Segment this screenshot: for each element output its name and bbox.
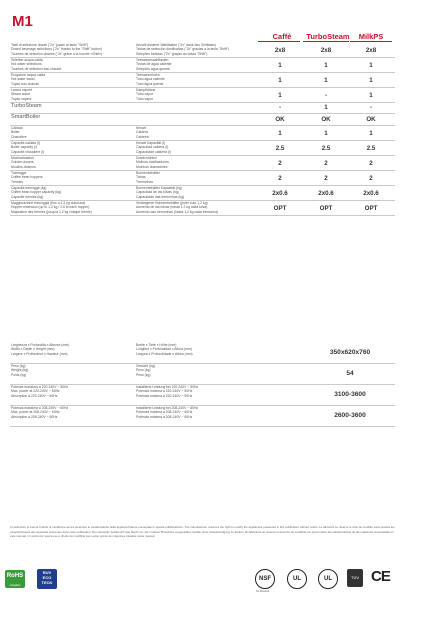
label-line: Teewasserwahltasten <box>136 58 169 62</box>
table-row <box>10 88 395 103</box>
label-line: Dampfhähne <box>136 88 156 92</box>
row-label <box>11 126 27 139</box>
dimensions-table <box>10 343 395 427</box>
column-underline <box>303 41 349 42</box>
row-label: SmartBoiler <box>11 114 41 120</box>
label-line: Moinhos doseadores <box>136 164 168 169</box>
row-label <box>11 186 61 199</box>
row-label-alt <box>136 88 155 101</box>
dimension-row <box>10 385 395 406</box>
row-label <box>11 385 68 398</box>
cell-value: 1 <box>278 62 282 69</box>
row-label <box>11 364 28 377</box>
rohs-sub-label: compliant <box>9 584 21 587</box>
label-line: Tasti di selezione dosati ("2x" grazie al tasto "Shift") <box>11 43 89 47</box>
label-line: Aumento de las tolvas (hasta 1,2 kg cada tolva) <box>136 205 208 210</box>
dimension-value: 54 <box>346 370 354 377</box>
label-line: Caldaia <box>11 126 23 130</box>
label-line: Teewasserhahn <box>136 73 160 77</box>
label-line: Larghezza x Profondità x Altezza (mm) <box>11 343 70 347</box>
label-line: Tubo vapor <box>136 92 154 97</box>
cell-value: 2.5 <box>366 145 376 152</box>
label-line: Capacidade caldeira (l) <box>136 149 171 154</box>
label-line: Caldera <box>136 130 148 135</box>
label-line: Capacité chaudière (l) <box>11 149 45 154</box>
nsf-sub-label: On-Demand <box>256 590 270 593</box>
label-line: Tuyau vapeur <box>11 96 32 101</box>
cell-value: 2x0.6 <box>363 190 379 197</box>
cell-value: OK <box>321 116 331 123</box>
label-line: Tolvas <box>136 175 146 180</box>
label-line: Longitud x Profundidad x Altura (mm) <box>136 347 192 352</box>
label-line: Bohnenbehälter <box>136 171 160 175</box>
row-label <box>11 58 61 71</box>
row-label-alt <box>136 385 198 398</box>
ul-logo: UL <box>287 569 307 589</box>
cell-value: 2x8 <box>365 47 377 54</box>
dimension-value: 350x620x760 <box>329 349 371 356</box>
cell-value: 1 <box>278 92 282 99</box>
table-row <box>10 156 395 171</box>
table-row <box>10 43 395 58</box>
table-row <box>10 126 395 141</box>
column-header-milkps: MilkPS <box>358 32 384 41</box>
cell-value: 1 <box>369 62 373 69</box>
row-label-alt <box>136 364 155 377</box>
cell-value: 2 <box>278 175 282 182</box>
label-line: Tremonhas <box>136 179 154 184</box>
label-line: Chaudière <box>11 134 27 139</box>
cell-value: 1 <box>278 77 282 84</box>
ruv-line: RUV <box>42 570 52 575</box>
label-line: Touches de sélection eau chaude <box>11 66 62 71</box>
label-line: Potência máxima a 220-240V ~ 50Hz <box>136 393 193 398</box>
rohs-label: RoHS <box>6 573 24 579</box>
cell-value: 2 <box>324 175 328 182</box>
ce-mark: CE <box>371 568 390 585</box>
label-line: Width x Depth x Height (mm) <box>11 347 55 352</box>
label-line: Tramogge <box>11 171 27 175</box>
label-line: Lancia vapore <box>11 88 33 92</box>
cell-value: 1 <box>324 77 328 84</box>
label-line: Installierte Leistung bei 220-240V ~ 50Hz <box>136 385 199 389</box>
cell-value: OK <box>366 116 376 123</box>
cell-value: - <box>324 92 328 99</box>
cell-value: - <box>278 104 282 111</box>
ul-logo: UL <box>318 569 338 589</box>
row-label-alt <box>136 406 198 419</box>
label-line: Teclas de agua caliente <box>136 62 172 67</box>
label-line: Tubo agua caliente <box>136 77 165 82</box>
label-line: Capacità tramogge (kg) <box>11 186 47 190</box>
row-label-alt <box>136 156 169 169</box>
label-line: Breite x Tiefe x Höhe (mm) <box>136 343 177 347</box>
column-underline <box>258 41 300 42</box>
cell-value: 2x8 <box>274 47 286 54</box>
cell-value: 2x0.6 <box>318 190 334 197</box>
label-line: Capacidade das tremonhas (kg) <box>136 194 185 199</box>
label-line: Hot water selections <box>11 62 42 67</box>
cell-value: - <box>369 104 373 111</box>
cell-value: 2 <box>278 160 282 167</box>
cell-value: 1 <box>324 130 328 137</box>
page-title: M1 <box>12 13 33 30</box>
ruv-eco-teck-logo <box>37 569 57 589</box>
table-row <box>10 141 395 156</box>
label-line: Anzahl dosierte Wahltasten ("2x" dank des Shifttasts) <box>136 43 216 47</box>
ruv-line: TECK <box>41 580 53 585</box>
row-label-alt <box>136 126 149 139</box>
label-line: Kessel <box>136 126 147 130</box>
row-label <box>11 406 68 419</box>
label-line: Weight (kg) <box>11 368 29 373</box>
table-row <box>10 201 395 216</box>
label-line: Coffee bean hoppers <box>11 175 43 180</box>
cell-value: OPT <box>364 205 378 212</box>
label-line: Dosed beverage selections ("2x" thanks to the "Shift" button) <box>11 47 102 52</box>
label-line: Absorption à 220-240V ~ 50Hz <box>11 393 58 398</box>
label-line: Max. power at 208-240V ~ 60Hz <box>11 410 60 415</box>
label-line: Macinadosatori <box>11 156 34 160</box>
spec-table <box>10 43 395 216</box>
cell-value: 1 <box>369 130 373 137</box>
label-line: Potencia máxima a 220-240V ~ 50Hz <box>136 389 193 394</box>
row-label <box>11 88 32 101</box>
row-label <box>11 156 36 169</box>
disclaimer-text: Il costruttore si riserva il diritto di modificare senza preavviso le caratteristiche delle apparecchiature presentate in questa pubblicazione. The manufacturer reserves the right to modify the appliances presented in this publication without notice. Le fabricant se réserve le droit de modifier sans préavis les caractéristiques des appareils présentés dans cette publication. Der Hersteller behält sich das Recht vor, die in dieser Broschüre vorgestellten Geräte ohne Vorankündigung zu ändern. El fabricante se reserva el derecho de modificar sin previo aviso las características de las máquinas presentadas en este manual. O construtor reserva-se o direito de modificar sem aviso prévio as máquinas tratadas neste manual. <box>10 525 395 538</box>
label-line: Erogatore acqua calda <box>11 73 46 77</box>
label-line: Potencia máxima a 208-240V ~ 60Hz <box>136 410 193 415</box>
table-row <box>10 103 395 114</box>
dimension-value: 2600-3600 <box>334 412 366 419</box>
cell-value: 1 <box>278 130 282 137</box>
label-line: Capacidad caldera (l) <box>136 145 169 150</box>
column-header-caffe: Caffè <box>272 32 292 41</box>
cell-value: 1 <box>324 104 328 111</box>
table-row <box>10 73 395 88</box>
label-line: Dosiermühlen <box>136 156 157 160</box>
label-line: Largeur x Profondeur x Hauteur (mm) <box>11 351 68 356</box>
row-label-alt <box>136 43 229 56</box>
cell-value: 1 <box>324 62 328 69</box>
row-label-alt <box>136 171 160 184</box>
cell-value: 2.5 <box>275 145 285 152</box>
label-line: Molinos-dosificadores <box>136 160 169 165</box>
label-line: Majoration des trémies (jusqu'à 1,2 kg chaque trémie) <box>11 209 92 214</box>
label-line: Trémies <box>11 179 24 184</box>
tuv-logo: TÜV <box>347 569 363 587</box>
label-line: Maggiorazione tramoggia (fino a 1,2 kg ciascuna) <box>11 201 86 205</box>
row-label-alt <box>136 141 171 154</box>
label-line: Touches de sélection dosées ("2x" grâce à la touche «Shift») <box>11 51 103 56</box>
label-line: Seleções água quente <box>136 66 170 71</box>
row-label <box>11 171 43 184</box>
label-line: Aumento das tremonhas (hasta 1,2 kg cada tremonha) <box>136 209 219 214</box>
label-line: Peso (kg) <box>136 368 151 373</box>
label-line: Hopper extension (up to 1.2 kg / 2.6 lb each hopper) <box>11 205 90 210</box>
label-line: Capacidad de las tolvas (kg) <box>136 190 179 195</box>
label-line: Moulins-doseurs <box>11 164 36 169</box>
table-row <box>10 171 395 186</box>
row-label <box>11 43 102 56</box>
table-row <box>10 186 395 201</box>
row-label <box>11 73 45 86</box>
row-label <box>11 343 69 356</box>
row-label-alt <box>136 343 193 356</box>
column-header-turbosteam: TurboSteam <box>306 32 350 41</box>
label-line: Capacità caldaia (l) <box>11 141 41 145</box>
cell-value: OPT <box>273 205 287 212</box>
dimension-value: 3100-3600 <box>334 391 366 398</box>
cell-value: 2 <box>369 175 373 182</box>
dimension-row <box>10 364 395 385</box>
row-label: TurboSteam <box>11 103 42 109</box>
cell-value: 2x8 <box>320 47 332 54</box>
label-line: Selettori acqua calda <box>11 58 43 62</box>
label-line: Absorption à 208-240V ~ 60Hz <box>11 414 58 419</box>
column-underline <box>350 41 392 42</box>
table-row <box>10 114 395 126</box>
label-line: Boiler capacity (l) <box>11 145 38 150</box>
label-line: Tuyau eau chaude <box>11 81 39 86</box>
cell-value: OK <box>275 116 285 123</box>
label-line: Bohnenbehälter Kapazität (kg) <box>136 186 182 190</box>
label-line: Coffee bean hopper capacity (kg) <box>11 190 62 195</box>
label-line: Peso (kg) <box>136 372 151 377</box>
cell-value: 2.5 <box>321 145 331 152</box>
cell-value: 2 <box>369 160 373 167</box>
label-line: Gewicht (kg) <box>136 364 156 368</box>
cell-value: OPT <box>319 205 333 212</box>
dimension-row <box>10 406 395 427</box>
label-line: Boiler <box>11 130 20 135</box>
row-label <box>11 141 44 154</box>
label-line: Hot water wand <box>11 77 35 82</box>
label-line: Peso (kg) <box>11 364 26 368</box>
nsf-logo: NSF <box>255 569 275 589</box>
label-line: Verlängerter Bohnenbehälter (jeder zum 1,2 kg) <box>136 201 208 205</box>
label-line: Tubo vapor <box>136 96 154 101</box>
label-line: Grinder-dosers <box>11 160 34 165</box>
label-line: Largura x Profundidade x Altura (mm) <box>136 351 193 356</box>
table-row <box>10 58 395 73</box>
cell-value: 1 <box>369 77 373 84</box>
row-label-alt <box>136 201 218 214</box>
label-line: Teclas de selección dosificadas ("2x" gracias a la tecla "Shift") <box>136 47 230 52</box>
label-line: Capacité trémies (kg) <box>11 194 44 199</box>
row-label-alt <box>136 73 165 86</box>
label-line: Potenza massima a 208-240V ~ 60Hz <box>11 406 69 410</box>
row-label-alt <box>136 186 184 199</box>
label-line: Poids (kg) <box>11 372 27 377</box>
row-label <box>11 201 92 214</box>
ruv-line: ECO <box>42 575 52 580</box>
label-line: Seleções bebidas ("2x" graças ao botao "Shift") <box>136 51 208 56</box>
cell-value: 1 <box>369 92 373 99</box>
label-line: Caldeira <box>136 134 149 139</box>
label-line: Max. power at 220-240V ~ 50Hz <box>11 389 60 394</box>
rohs-logo <box>5 570 25 588</box>
cell-value: 2 <box>324 160 328 167</box>
label-line: Potenza massima a 220-240V ~ 50Hz <box>11 385 69 389</box>
dimension-row <box>10 343 395 364</box>
label-line: Tubo água quente <box>136 81 164 86</box>
label-line: Installierte Leistung bei 208-240V ~ 60Hz <box>136 406 199 410</box>
cell-value: 2x0.6 <box>272 190 288 197</box>
label-line: Kessel Kapazität (l) <box>136 141 166 145</box>
label-line: Potência máxima a 208-240V ~ 60Hz <box>136 414 193 419</box>
label-line: Steam wand <box>11 92 30 97</box>
row-label-alt <box>136 58 171 71</box>
